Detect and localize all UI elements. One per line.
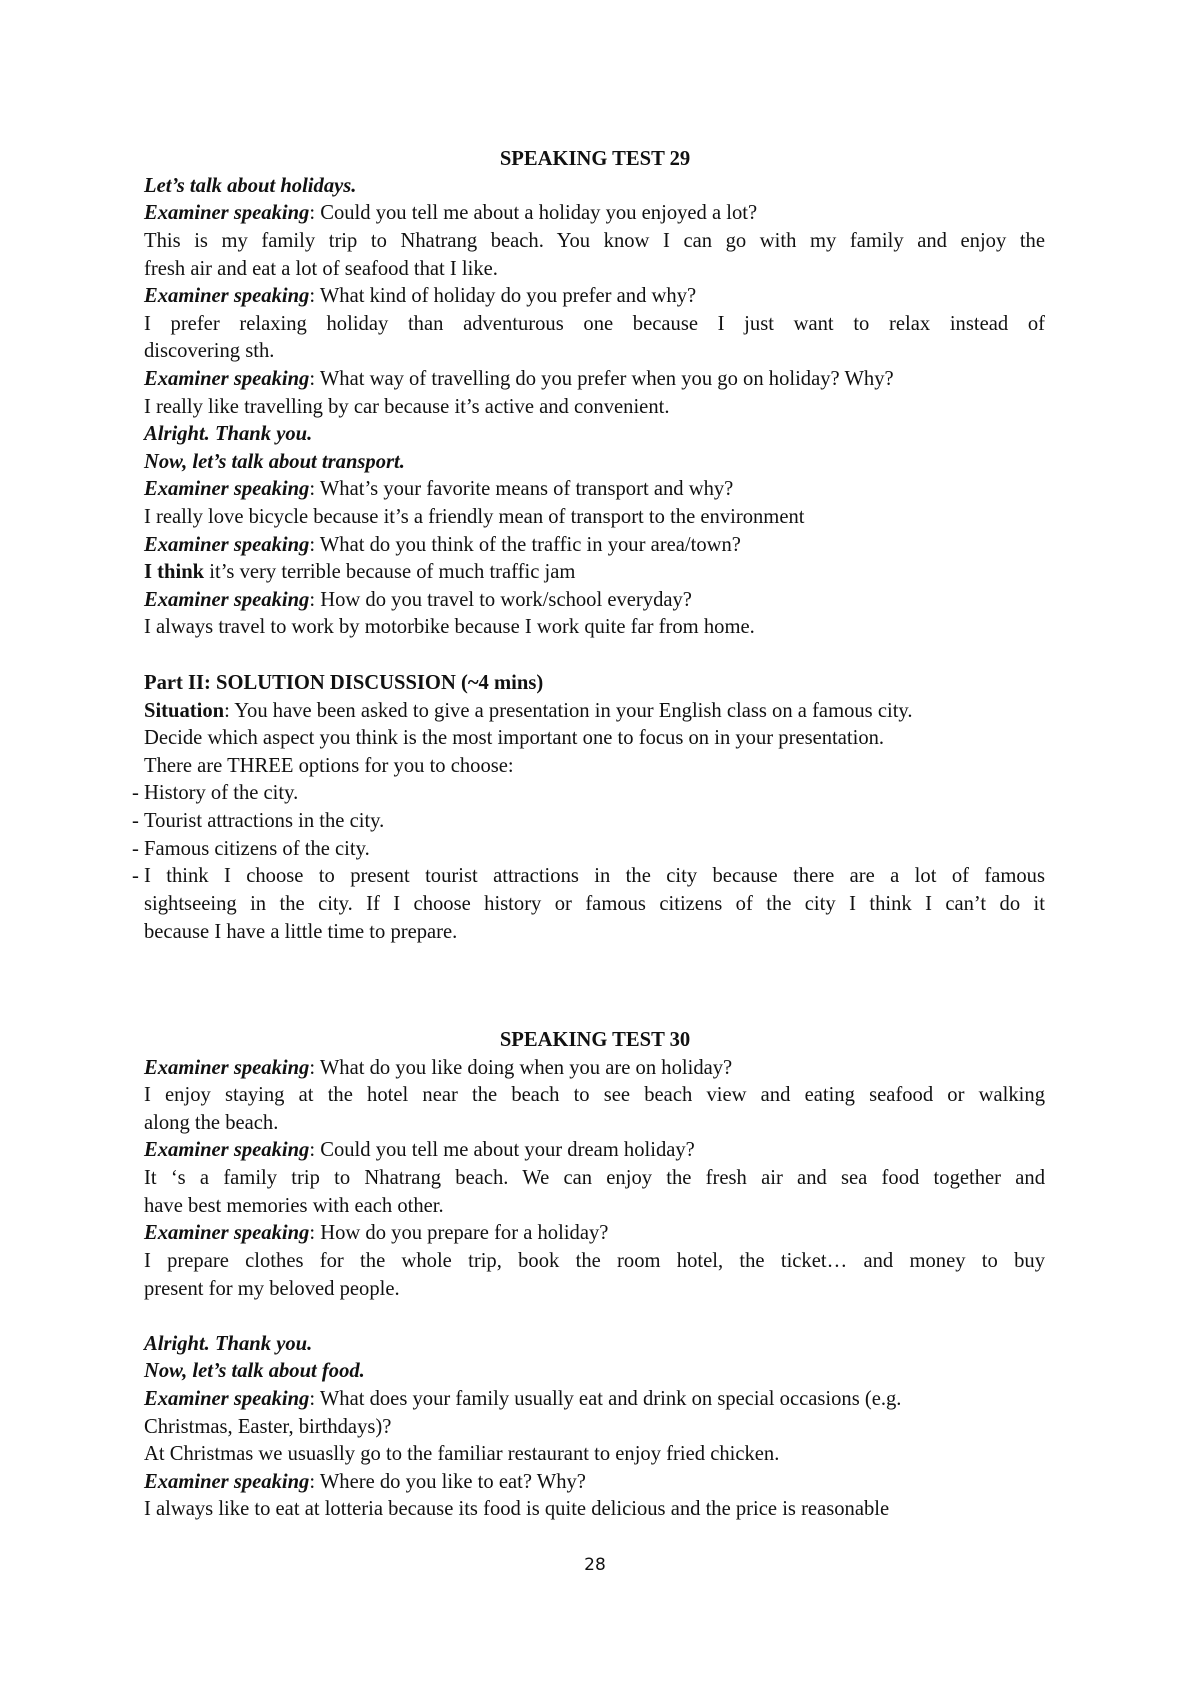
- examiner-label: Examiner speaking: [144, 202, 310, 224]
- examiner-label: Examiner speaking: [144, 478, 310, 500]
- section-title-test-30: SPEAKING TEST 30: [499, 1029, 691, 1051]
- answer-line: At Christmas we usuaslly go to the familiar restaurant to enjoy fried chicken.: [144, 1443, 780, 1465]
- option-item: [132, 808, 1045, 836]
- examiner-question: [144, 476, 1045, 504]
- question-text: : What do you like doing when you are on holiday?: [309, 1057, 733, 1079]
- question-text: : What kind of holiday do you prefer and why?: [309, 285, 697, 307]
- topic-transition: Now, let’s talk about food.: [144, 1360, 365, 1382]
- bullet-dash: -: [132, 810, 139, 832]
- part-heading: Part II: SOLUTION DISCUSSION (~4 mins): [144, 672, 544, 694]
- answer-line: [144, 559, 1045, 587]
- examiner-thanks: Alright. Thank you.: [144, 423, 313, 445]
- question-text: : How do you prepare for a holiday?: [309, 1222, 609, 1244]
- question-text: : What way of travelling do you prefer when you go on holiday? Why?: [309, 368, 894, 390]
- answer-line: fresh air and eat a lot of seafood that I like.: [144, 258, 498, 280]
- answer-line: discovering sth.: [144, 340, 275, 362]
- answer-line: I prefer relaxing holiday than adventurous one because I just want to relax instead of: [144, 313, 1045, 335]
- examiner-question: [144, 283, 1045, 311]
- bullet-dash: -: [132, 838, 139, 860]
- examiner-thanks: Alright. Thank you.: [144, 1333, 313, 1355]
- situation-label: Situation: [144, 700, 225, 722]
- answer-line: I really love bicycle because it’s a friendly mean of transport to the environment: [144, 506, 805, 528]
- situation-text: : You have been asked to give a presentation in your English class on a famous city.: [224, 700, 913, 722]
- examiner-label: Examiner speaking: [144, 368, 310, 390]
- examiner-label: Examiner speaking: [144, 534, 310, 556]
- bullet-dash: -: [132, 782, 139, 804]
- situation-line: There are THREE options for you to choose:: [144, 755, 514, 777]
- answer-line: This is my family trip to Nhatrang beach. You know I can go with my family and enjoy the: [144, 230, 1045, 252]
- examiner-question: [144, 1137, 1045, 1165]
- situation-line: [144, 698, 1045, 726]
- answer-line: I prepare clothes for the whole trip, book the room hotel, the ticket… and money to buy: [144, 1250, 1045, 1272]
- question-continuation: Christmas, Easter, birthdays)?: [144, 1416, 392, 1438]
- option-item: [132, 780, 1045, 808]
- examiner-question: [144, 1055, 1045, 1083]
- examiner-label: Examiner speaking: [144, 1388, 310, 1410]
- answer-text: it’s very terrible because of much traffic jam: [204, 561, 576, 583]
- topic-transition: Now, let’s talk about transport.: [144, 451, 405, 473]
- answer-line: I always travel to work by motorbike because I work quite far from home.: [144, 616, 755, 638]
- page-number: 28: [584, 1555, 606, 1575]
- answer-line: I enjoy staying at the hotel near the beach to see beach view and eating seafood or walking: [144, 1084, 1045, 1106]
- question-text: : Could you tell me about a holiday you enjoyed a lot?: [309, 202, 758, 224]
- answer-line: have best memories with each other.: [144, 1195, 444, 1217]
- examiner-question: [144, 1220, 1045, 1248]
- option-text: History of the city.: [144, 782, 299, 804]
- question-text: : Where do you like to eat? Why?: [309, 1471, 586, 1493]
- answer-text: I think I choose to present tourist attractions in the city because there are a lot of famous: [144, 865, 1045, 887]
- answer-line: I really like travelling by car because it’s active and convenient.: [144, 396, 670, 418]
- answer-line: along the beach.: [144, 1112, 279, 1134]
- question-text: : Could you tell me about your dream holiday?: [309, 1139, 695, 1161]
- examiner-question: [144, 1386, 1045, 1414]
- situation-line: Decide which aspect you think is the most important one to focus on in your presentation.: [144, 727, 885, 749]
- option-item: [132, 836, 1045, 864]
- option-text: Tourist attractions in the city.: [144, 810, 385, 832]
- examiner-label: Examiner speaking: [144, 1057, 310, 1079]
- answer-line: I always like to eat at lotteria because its food is quite delicious and the price is reasonable: [144, 1498, 890, 1520]
- examiner-question: [144, 587, 1045, 615]
- examiner-label: Examiner speaking: [144, 589, 310, 611]
- question-text: : What does your family usually eat and drink on special occasions (e.g.: [309, 1388, 902, 1410]
- examiner-label: Examiner speaking: [144, 1139, 310, 1161]
- question-text: : What do you think of the traffic in your area/town?: [309, 534, 741, 556]
- question-text: : What’s your favorite means of transport and why?: [309, 478, 734, 500]
- answer-line: because I have a little time to prepare.: [144, 921, 458, 943]
- examiner-label: Examiner speaking: [144, 1471, 310, 1493]
- answer-emphasis: I think: [144, 561, 205, 583]
- answer-line: [132, 863, 1045, 891]
- examiner-question: [144, 200, 1045, 228]
- examiner-question: [144, 1469, 1045, 1497]
- answer-line: present for my beloved people.: [144, 1278, 400, 1300]
- option-text: Famous citizens of the city.: [144, 838, 370, 860]
- bullet-dash: -: [132, 865, 139, 887]
- examiner-question: [144, 532, 1045, 560]
- question-text: : How do you travel to work/school everyday?: [309, 589, 692, 611]
- examiner-question: [144, 366, 1045, 394]
- examiner-label: Examiner speaking: [144, 1222, 310, 1244]
- topic-intro: Let’s talk about holidays.: [144, 175, 357, 197]
- answer-line: sightseeing in the city. If I choose history or famous citizens of the city I think I can’t do it: [144, 893, 1045, 915]
- answer-line: It ‘s a family trip to Nhatrang beach. We can enjoy the fresh air and sea food together and: [144, 1167, 1045, 1189]
- section-title-test-29: SPEAKING TEST 29: [499, 148, 691, 170]
- examiner-label: Examiner speaking: [144, 285, 310, 307]
